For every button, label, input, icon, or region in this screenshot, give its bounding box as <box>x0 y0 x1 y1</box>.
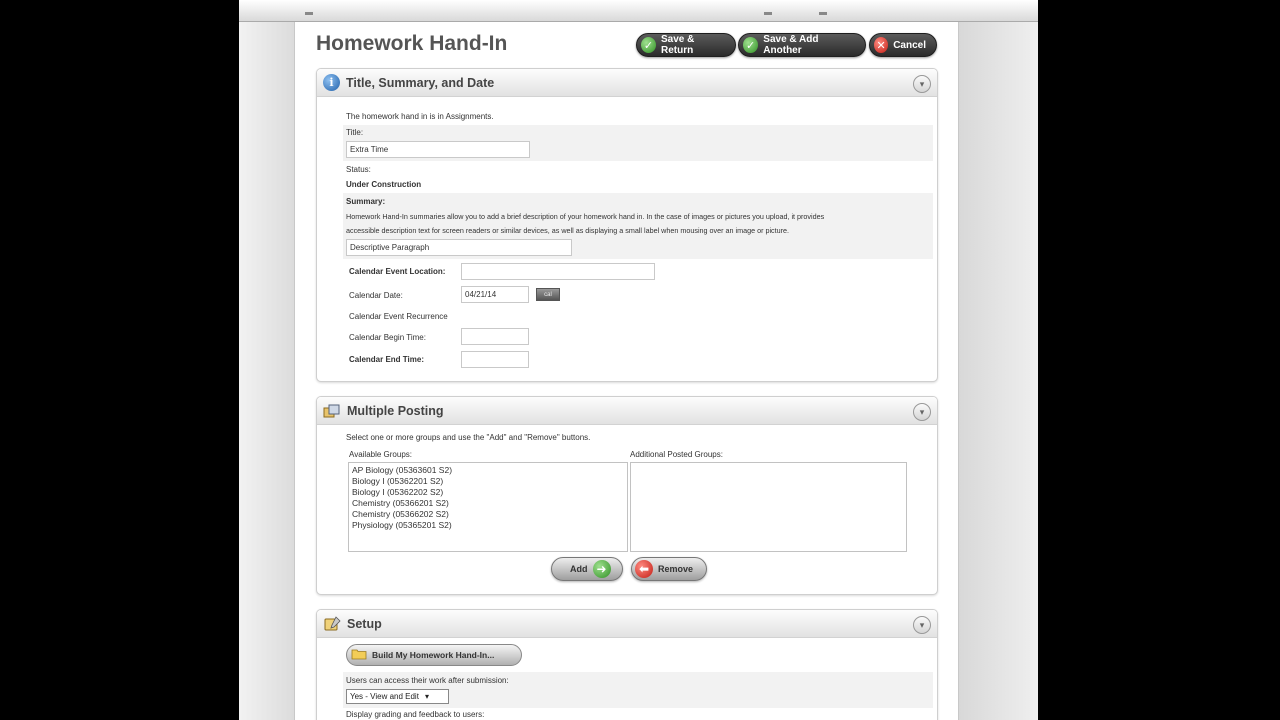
access-label: Users can access their work after submission: <box>346 676 509 685</box>
page <box>239 0 1038 720</box>
multiple-posting-panel <box>316 396 938 595</box>
save-return-button[interactable] <box>636 33 736 57</box>
panel-header[interactable] <box>317 397 937 425</box>
list-item[interactable]: Biology I (05362201 S2) <box>352 476 444 486</box>
summary-help-text: accessible description text for screen readers or similar devices, as well as displaying a small label when mousing over an image or picture. <box>346 226 790 235</box>
arrow-left-icon: ⬅ <box>635 560 653 578</box>
date-label: Calendar Date: <box>349 291 403 300</box>
collapse-toggle-icon[interactable]: ▾ <box>913 403 931 421</box>
status-label: Status: <box>346 165 371 174</box>
list-item[interactable]: Chemistry (05366202 S2) <box>352 509 449 519</box>
left-margin <box>239 22 295 720</box>
calendar-icon: cal <box>544 291 552 298</box>
cancel-label: Cancel <box>893 39 926 51</box>
save-add-another-label: Save & Add Another <box>763 34 819 56</box>
list-item[interactable]: Biology I (05362202 S2) <box>352 487 444 497</box>
arrow-right-icon: ➜ <box>593 560 611 578</box>
check-icon: ✓ <box>743 37 758 53</box>
add-label: Add <box>570 564 588 574</box>
summary-label: Summary: <box>346 197 386 206</box>
end-time-input[interactable] <box>461 351 529 368</box>
summary-input[interactable]: Descriptive Paragraph <box>346 239 572 256</box>
page-title: Homework Hand-In <box>316 32 508 55</box>
access-select[interactable] <box>346 689 449 704</box>
available-groups-list[interactable] <box>348 462 628 552</box>
folder-icon <box>351 648 367 662</box>
calendar-picker-button[interactable] <box>536 288 560 301</box>
grading-label: Display grading and feedback to users: <box>346 710 485 719</box>
strip-mark <box>764 12 772 15</box>
setup-icon <box>323 616 341 632</box>
save-add-another-button[interactable] <box>738 33 866 57</box>
collapse-toggle-icon[interactable]: ▾ <box>913 616 931 634</box>
posting-instructions: Select one or more groups and use the "Add" and "Remove" buttons. <box>346 433 591 442</box>
build-homework-button[interactable] <box>346 644 522 666</box>
remove-label: Remove <box>658 564 694 574</box>
add-button[interactable] <box>551 557 623 581</box>
strip-mark <box>819 12 827 15</box>
right-margin <box>958 22 1038 720</box>
title-label: Title: <box>346 128 364 137</box>
recurrence-label: Calendar Event Recurrence <box>349 312 448 321</box>
check-icon: ✓ <box>641 37 656 53</box>
list-item[interactable]: Physiology (05365201 S2) <box>352 520 452 530</box>
collapse-toggle-icon[interactable]: ▾ <box>913 75 931 93</box>
panel-header[interactable] <box>317 69 937 97</box>
date-input[interactable]: 04/21/14 <box>461 286 529 303</box>
location-input[interactable] <box>461 263 655 280</box>
save-return-label: Save & Return <box>660 34 695 56</box>
end-time-label: Calendar End Time: <box>349 355 424 364</box>
summary-help-text: Homework Hand-In summaries allow you to add a brief description of your homework hand in. In the case of images or pictures you upload, it provides <box>346 212 825 221</box>
posting-icon <box>323 403 341 419</box>
list-item[interactable]: Chemistry (05366201 S2) <box>352 498 449 508</box>
title-summary-date-panel <box>316 68 938 382</box>
status-value: Under Construction <box>346 180 422 189</box>
info-icon: i <box>323 74 340 91</box>
title-input[interactable]: Extra Time <box>346 141 530 158</box>
posted-groups-list[interactable] <box>630 462 907 552</box>
available-groups-label: Available Groups: <box>349 450 412 459</box>
strip-mark <box>305 12 313 15</box>
panel-title: Multiple Posting <box>347 403 444 418</box>
top-strip <box>239 0 1038 22</box>
begin-time-label: Calendar Begin Time: <box>349 333 426 342</box>
access-selected-value: Yes - View and Edit <box>350 692 419 701</box>
chevron-down-icon: ▾ <box>424 692 429 701</box>
build-label: Build My Homework Hand-In... <box>372 650 495 660</box>
list-item[interactable]: AP Biology (05363601 S2) <box>352 465 453 475</box>
panel-title: Title, Summary, and Date <box>346 75 495 90</box>
close-icon: ✕ <box>874 37 888 53</box>
begin-time-input[interactable] <box>461 328 529 345</box>
setup-panel <box>316 609 938 720</box>
intro-text: The homework hand in is in Assignments. <box>346 112 494 121</box>
posted-groups-label: Additional Posted Groups: <box>630 450 723 459</box>
panel-header[interactable] <box>317 610 937 638</box>
cancel-button[interactable] <box>869 33 937 57</box>
panel-title: Setup <box>347 616 382 631</box>
remove-button[interactable] <box>631 557 707 581</box>
location-label: Calendar Event Location: <box>349 267 446 276</box>
